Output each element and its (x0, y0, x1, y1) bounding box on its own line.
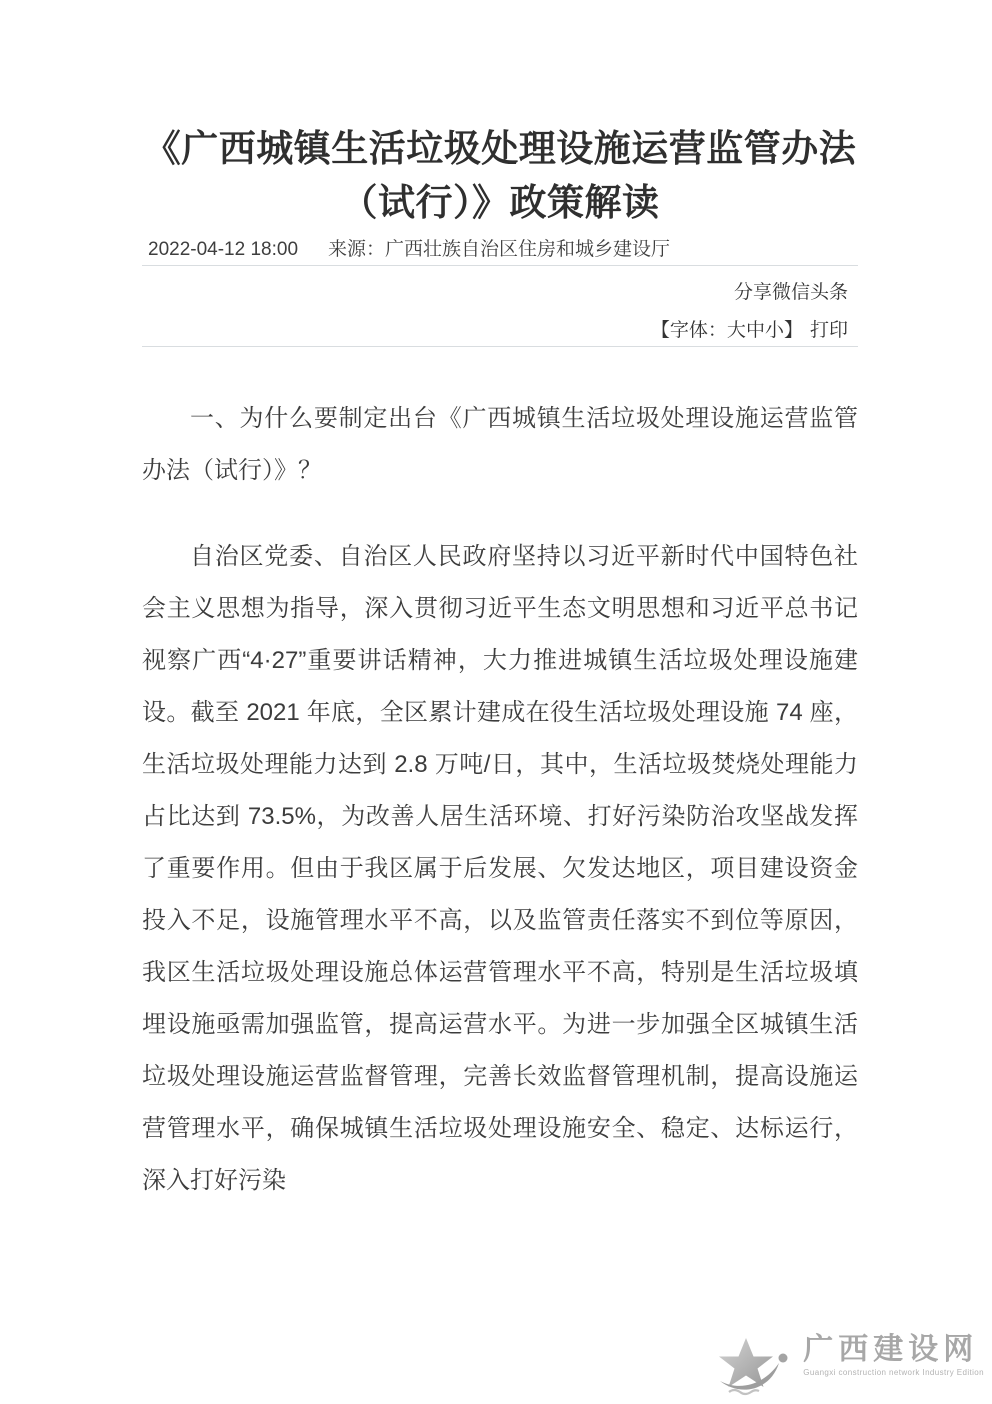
site-logo-text (803, 1333, 984, 1378)
article-body (142, 393, 858, 1207)
page-title (142, 122, 858, 230)
page-title-line2: （试行）》政策解读 (340, 182, 660, 223)
share-toutiao-link[interactable]: 头条 (809, 282, 848, 303)
publish-datetime: 2022-04-12 18:00 (148, 239, 299, 260)
font-size-large-button[interactable]: 大 (726, 320, 746, 341)
share-row (142, 280, 858, 306)
font-label-suffix: 】 (783, 320, 803, 341)
star-logo-icon (715, 1337, 799, 1399)
page-title-line1: 《广西城镇生活垃圾处理设施运营监管办法 (143, 128, 857, 169)
font-label-prefix: 【字体： (650, 320, 727, 341)
share-label: 分享 (733, 282, 772, 303)
article (142, 0, 858, 1207)
font-size-small-button[interactable]: 小 (764, 320, 784, 341)
share-wechat-link[interactable]: 微信 (771, 282, 810, 303)
site-name: 广西建设网 (803, 1333, 979, 1366)
source-label: 来源：广西壮族自治区住房和城乡建设厅 (328, 239, 671, 260)
body-paragraph: 自治区党委、自治区人民政府坚持以习近平新时代中国特色社会主义思想为指导，深入贯彻习近平生态文明思想和习近平总书记视察广西“4·27”重要讲话精神，大力推进城镇生活垃圾处理设施建设。截至 2021 年底，全区累计建成在役生活垃圾处理设施 74 座，生活垃圾处理能力达到 2.8 万吨/日，其中，生活垃圾焚烧处理能力占比达到 73.5%，为改善人居生活环境、打好污染防治攻坚战发挥了重要作用。但由于我区属于后发展、欠发达地区，项目建设资金投入不足，设施管理水平不高，以及监管责任落实不到位等原因，我区生活垃圾处理设施总体运营管理水平不高，特别是生活垃圾填埋设施亟需加强监管，提高运营水平。为进一步加强全区城镇生活垃圾处理设施运营监督管理，完善长效监督管理机制，提高设施运营管理水平，确保城镇生活垃圾处理设施安全、稳定、达标运行，深入打好污染 (142, 543, 858, 1194)
divider-top (142, 265, 858, 266)
meta-row (142, 237, 858, 263)
site-subtitle: Guangxi construction network Industry Edition (803, 1368, 984, 1377)
font-size-medium-button[interactable]: 中 (745, 320, 765, 341)
font-size-row (142, 318, 858, 344)
question-heading: 一、为什么要制定出台《广西城镇生活垃圾处理设施运营监管办法（试行）》？ (142, 405, 858, 484)
divider-toolbar (142, 346, 858, 347)
site-watermark (715, 1333, 984, 1399)
print-button[interactable]: 打印 (809, 320, 848, 341)
